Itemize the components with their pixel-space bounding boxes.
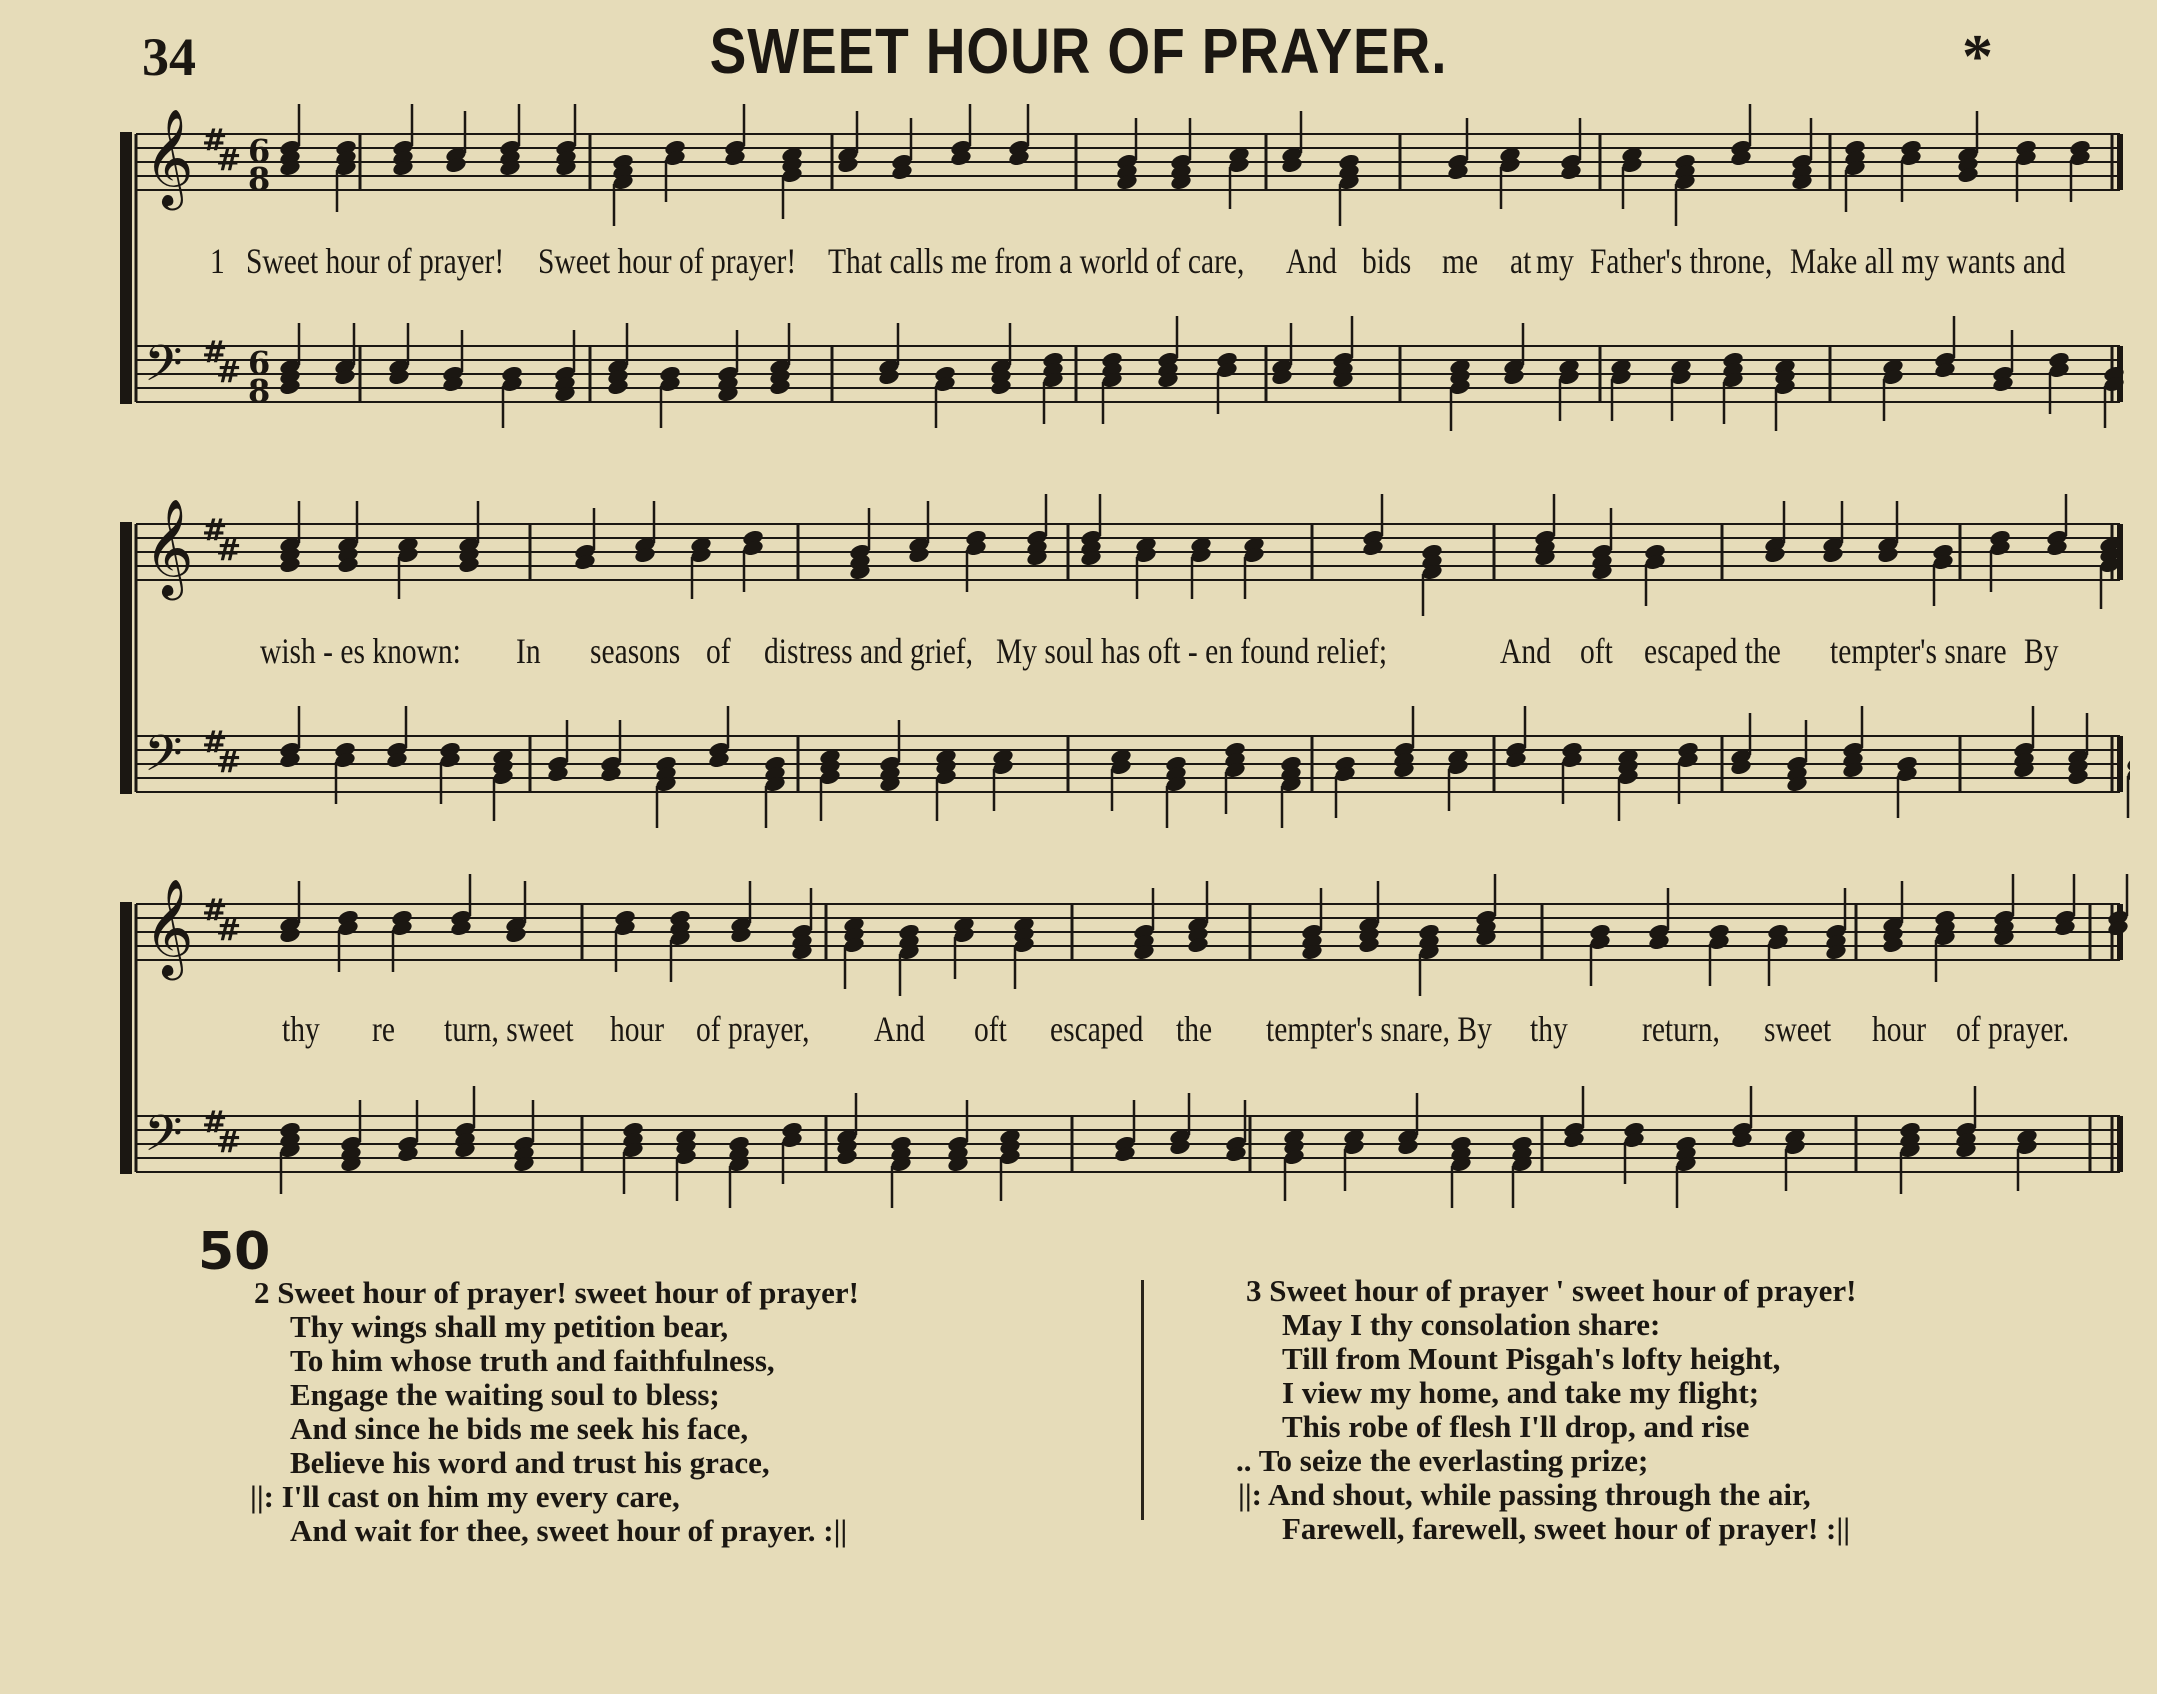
- music-system-3: [110, 860, 2130, 1230]
- lyric-word: And: [1500, 631, 1551, 671]
- lyric-word: Father's throne,: [1590, 241, 1773, 281]
- svg-text:#: #: [216, 745, 242, 780]
- lyric-word: wish - es known:: [260, 631, 461, 671]
- svg-text:8: 8: [248, 372, 271, 410]
- svg-text:#: #: [216, 533, 242, 568]
- lyric-word: of prayer.: [1956, 1009, 2070, 1049]
- lyric-word: My soul has oft - en found relief;: [996, 631, 1388, 671]
- verse-line: 2 Sweet hour of prayer! sweet hour of prayer!: [254, 1275, 859, 1310]
- lyric-word: escaped: [1050, 1009, 1144, 1049]
- asterisk-ornament-icon: *: [1962, 23, 1993, 91]
- lyric-word: at: [1510, 241, 1532, 281]
- svg-text:#: #: [202, 725, 228, 760]
- verse-2: [250, 1275, 859, 1548]
- music-system-1: [110, 90, 2130, 470]
- music-system-2: [110, 480, 2130, 860]
- svg-text:#: #: [216, 143, 242, 178]
- lyric-word: And: [1286, 241, 1337, 281]
- lyric-word: 1: [210, 241, 225, 281]
- lyric-word: sweet: [1764, 1009, 1832, 1049]
- verse-line: ||: And shout, while passing through the air,: [1238, 1477, 1811, 1512]
- page-number: 34: [142, 27, 196, 87]
- lyric-word: thy: [1530, 1009, 1568, 1049]
- lyric-word: of prayer,: [696, 1009, 810, 1049]
- lyric-word: of: [706, 631, 731, 671]
- lyric-word: hour: [1872, 1009, 1927, 1049]
- verse-line: And wait for thee, sweet hour of prayer. :||: [290, 1513, 848, 1548]
- svg-text:𝄞: 𝄞: [144, 108, 194, 206]
- lyric-word: oft: [974, 1009, 1007, 1049]
- column-divider: [1141, 1280, 1144, 1520]
- lyric-word: seasons: [590, 631, 681, 671]
- lyric-word: re: [372, 1009, 395, 1049]
- lyric-word: bids: [1362, 241, 1412, 281]
- lyric-word: my: [1536, 241, 1574, 281]
- verse-line: ||: I'll cast on him my every care,: [250, 1479, 680, 1514]
- verse-line: May I thy consolation share:: [1282, 1307, 1661, 1342]
- lyric-word: turn, sweet: [444, 1009, 574, 1049]
- verse-line: Engage the waiting soul to bless;: [290, 1377, 720, 1412]
- verse-line: I view my home, and take my flight;: [1282, 1375, 1760, 1410]
- svg-text:6: 6: [248, 344, 271, 382]
- svg-text:#: #: [202, 513, 228, 548]
- verse-line: .. To seize the everlasting prize;: [1236, 1443, 1649, 1478]
- lyric-word: Sweet hour of prayer!: [538, 241, 797, 281]
- svg-text:#: #: [202, 893, 228, 928]
- lyric-word: escaped the: [1644, 631, 1781, 671]
- svg-text:𝄞: 𝄞: [144, 498, 194, 596]
- verse-line: This robe of flesh I'll drop, and rise: [1282, 1409, 1750, 1444]
- lyric-word: tempter's snare: [1830, 631, 2007, 671]
- lyric-word: In: [516, 631, 541, 671]
- svg-text:#: #: [216, 1125, 242, 1160]
- lyric-word: oft: [1580, 631, 1613, 671]
- lyric-word: tempter's snare, By: [1266, 1009, 1492, 1049]
- verse-line: To him whose truth and faithfulness,: [290, 1343, 775, 1378]
- lyric-word: me: [1442, 241, 1479, 281]
- svg-text:𝄢: 𝄢: [144, 1105, 183, 1175]
- svg-text:#: #: [202, 335, 228, 370]
- lyric-word: thy: [282, 1009, 320, 1049]
- svg-text:6: 6: [248, 132, 271, 170]
- svg-text:𝄢: 𝄢: [144, 335, 183, 405]
- hymn-number: 50: [198, 1222, 271, 1282]
- lyric-word: distress and grief,: [764, 631, 974, 671]
- svg-text:#: #: [216, 355, 242, 390]
- lyric-word: And: [874, 1009, 925, 1049]
- lyric-word: hour: [610, 1009, 665, 1049]
- lyric-word: Sweet hour of prayer!: [246, 241, 505, 281]
- lyric-word: return,: [1642, 1009, 1720, 1049]
- verse-line: Believe his word and trust his grace,: [290, 1445, 770, 1480]
- verse-line: Till from Mount Pisgah's lofty height,: [1282, 1341, 1781, 1376]
- svg-text:𝄞: 𝄞: [144, 878, 194, 976]
- verse-line: Farewell, farewell, sweet hour of prayer! :||: [1282, 1511, 1851, 1546]
- svg-text:#: #: [216, 913, 242, 948]
- lyric-word: Make all my wants and: [1790, 241, 2066, 281]
- lyric-word: the: [1176, 1009, 1213, 1049]
- svg-text:#: #: [202, 123, 228, 158]
- verse-line: Thy wings shall my petition bear,: [290, 1309, 729, 1344]
- verse-line: And since he bids me seek his face,: [290, 1411, 749, 1446]
- verse-3: [1236, 1273, 1857, 1546]
- lyric-word: By: [2024, 631, 2059, 671]
- svg-text:#: #: [202, 1105, 228, 1140]
- verse-line: 3 Sweet hour of prayer ' sweet hour of prayer!: [1246, 1273, 1857, 1308]
- svg-text:8: 8: [248, 160, 271, 198]
- page-title: SWEET HOUR OF PRAYER.: [709, 15, 1448, 87]
- lyric-word: That calls me from a world of care,: [828, 241, 1245, 281]
- svg-text:𝄢: 𝄢: [144, 725, 183, 795]
